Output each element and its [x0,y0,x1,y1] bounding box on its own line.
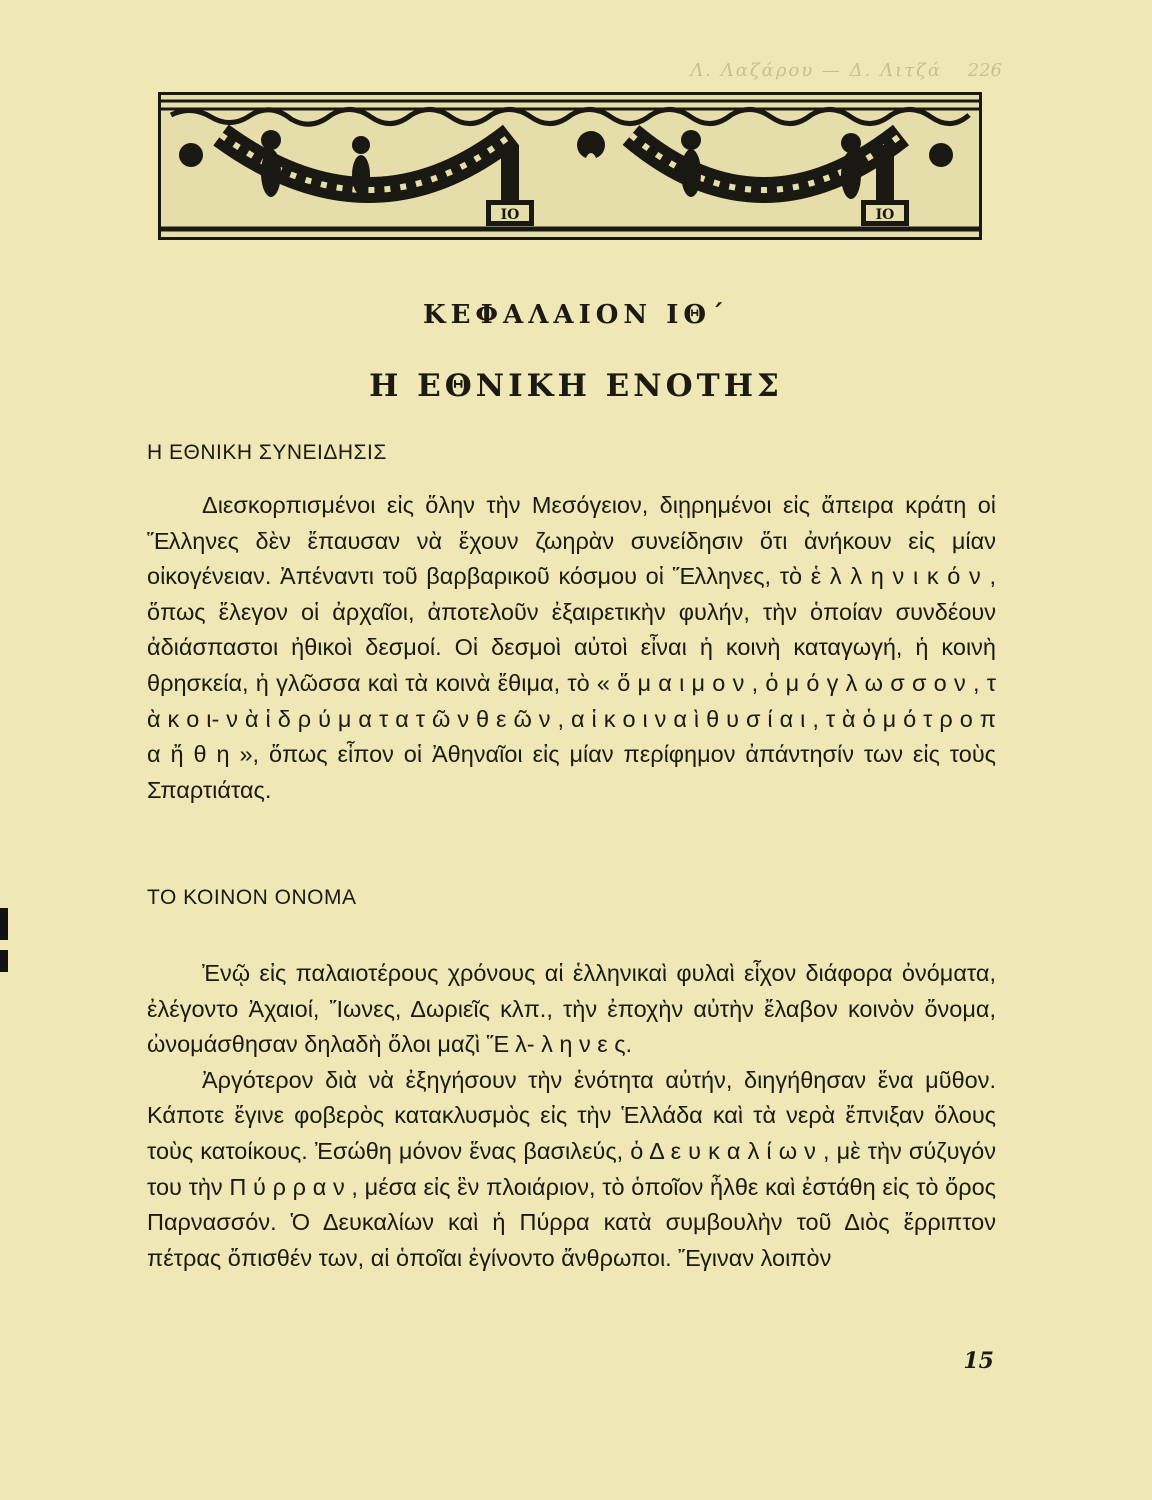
banner-left-label: ΙΟ [500,207,520,223]
binding-mark [0,950,8,972]
ornamental-frieze-icon [161,95,979,237]
binding-mark [0,908,8,940]
paragraph: Ἐνῷ εἰς παλαιοτέρους χρόνους αἱ ἑλληνικαὶ φυλαὶ εἶχον διάφορα ὀνόματα, ἐλέγοντο Ἀχαιοί, Ἴωνες, Δωριεῖς κλπ., τὴν ἐποχὴν αὐτὴν ἔλαβον κοινὸν ὄνομα, ὠνομάσθησαν δηλαδὴ ὅλοι μαζὶ Ἕ λ- λ η ν ε ς. [147,960,996,1058]
section-heading-common-name: ΤΟ ΚΟΙΝΟΝ ΟΝΟΜΑ [147,886,357,909]
chapter-label: ΚΕΦΑΛΑΙΟΝ ΙΘ΄ [422,300,730,330]
running-header-title: Λ. Λαζάρου — Δ. Λιτζά [690,60,942,81]
bleed-through-text [160,240,990,274]
ornamental-frieze-banner [158,92,982,240]
running-header-page: 226 [967,60,1002,81]
chapter-title: Η ΕΘΝΙΚΗ ΕΝΟΤΗΣ [369,368,783,404]
page-number: 15 [963,1348,994,1374]
paragraph: Ἀργότερον διὰ νὰ ἐξηγήσουν τὴν ἑνότητα αὐτήν, διηγήθησαν ἕνα μῦθον. Κάποτε ἔγινε φοβερὸς κατακλυσμὸς εἰς τὴν Ἑλλάδα καὶ τὰ νερὰ ἔπνιξαν ὅλους τοὺς κατοίκους. Ἐσώθη μόνον ἕνας βασιλεύς, ὁ Δ ε υ κ α λ ί ω ν , μὲ τὴν σύζυγόν του τὴν Π ύ ρ ρ α ν , μέσα εἰς ἓν πλοιάριον, τὸ ὁποῖον ἦλθε καὶ ἐστάθη εἰς τὸ ὄρος Παρνασσόν. Ὁ Δευκαλίων καὶ ἡ Πύρρα κατὰ συμβουλὴν τοῦ Διὸς ἔρριπτον πέτρας ὄπισθέν των, αἱ ὁποῖαι ἐγίνοντο ἄνθρωποι. Ἔγιναν λοιπὸν [147,1066,996,1271]
section-body-common-name [147,956,996,1276]
banner-right-label: ΙΟ [875,207,895,223]
section-body-national-consciousness [147,488,996,808]
paragraph: Διεσκορπισμένοι εἰς ὅλην τὴν Μεσόγειον, διῃρημένοι εἰς ἄπειρα κράτη οἱ Ἕλληνες δὲν ἔπαυσαν νὰ ἔχουν ζωηρὰν συνείδησιν ὅτι ἀνήκουν εἰς μίαν οἰκογένειαν. Ἀπέναντι τοῦ βαρβαρικοῦ κόσμου οἱ Ἕλληνες, τὸ ἑ λ λ η ν ι κ ό ν , ὅπως ἔλεγον οἱ ἀρχαῖοι, ἀποτελοῦν ἐξαιρετικὴν φυλήν, τὴν ὁποίαν συνδέουν ἀδιάσπαστοι ἠθικοὶ δεσμοί. Οἱ δεσμοὶ αὐτοὶ εἶναι ἡ κοινὴ καταγωγή, ἡ κοινὴ θρησκεία, ἡ γλῶσσα καὶ τὰ κοινὰ ἔθιμα, τὸ « ὅ μ α ι μ ο ν , ὁ μ ό γ λ ω σ σ ο ν , τ ὰ κ ο ι- ν ὰ ἱ δ ρ ύ μ α τ α τ ῶ ν θ ε ῶ ν , α ἱ κ ο ι ν α ὶ θ υ σ ί α ι , τ ὰ ὁ μ ό τ ρ ο π α ἤ θ η », ὅπως εἶπον οἱ Ἀθηναῖοι εἰς μίαν περίφημον ἀπάντησίν των εἰς τοὺς Σπαρτιάτας. [147,492,996,803]
section-heading-national-consciousness: Η ΕΘΝΙΚΗ ΣΥΝΕΙΔΗΣΙΣ [147,441,387,464]
